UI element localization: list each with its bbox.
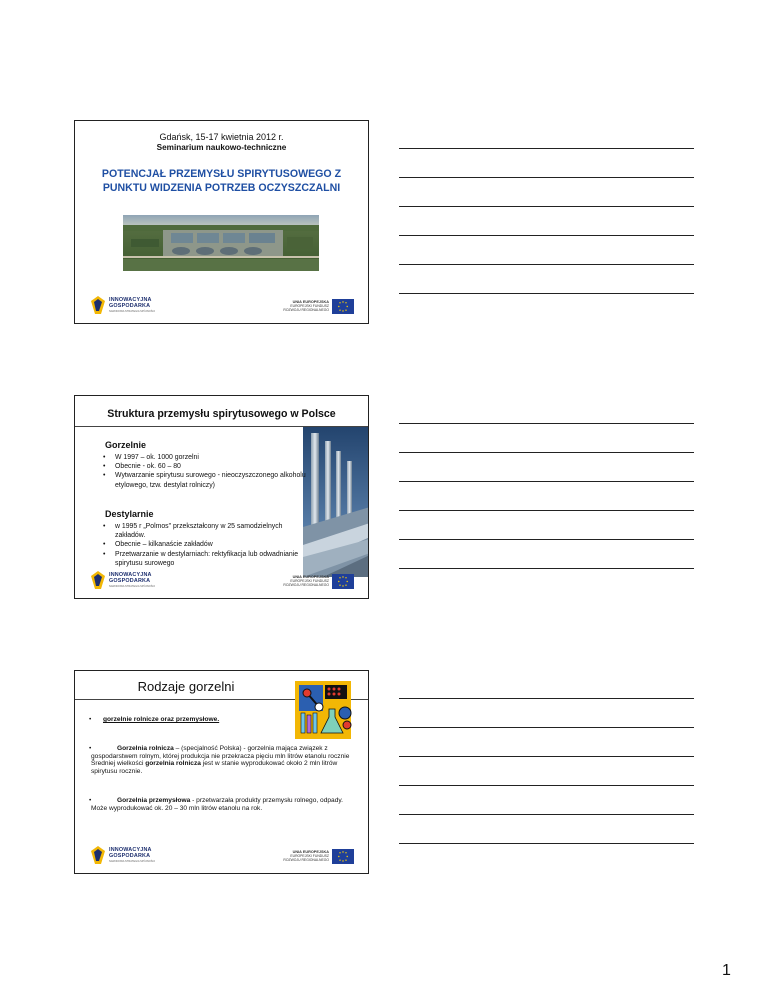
list-item: • Obecnie – kilkanaście zakładów — [103, 541, 213, 549]
footer-right-line3: ROZWOJU REGIONALNEGO — [283, 858, 329, 863]
destylarnie-list — [103, 522, 303, 568]
slide-footer — [75, 293, 368, 323]
footer-right-line2: EUROPEJSKI FUNDUSZ — [290, 854, 329, 859]
list-item: • Obecnie - ok. 60 – 80 — [103, 463, 181, 471]
note-line — [399, 698, 694, 699]
innowacyjna-gospodarka-logo — [91, 295, 181, 317]
note-line — [399, 510, 694, 511]
note-line — [399, 539, 694, 540]
page-number: 1 — [722, 962, 731, 979]
footer-left-line2: GOSPODARKA — [109, 578, 151, 584]
eu-flag-icon — [332, 299, 354, 314]
laboratory-clipart — [289, 673, 359, 745]
slide-3 — [74, 670, 369, 874]
list-item: • w 1995 r „Polmos" przekształcony w 25 samodzielnych zakładów. — [103, 523, 283, 540]
footer-left-line1: INNOWACYJNA — [109, 297, 152, 303]
slide-1 — [74, 120, 369, 324]
section-heading-gorzelnie: Gorzelnie — [105, 440, 147, 450]
footer-right-line1: UNIA EUROPEJSKA — [292, 850, 329, 854]
bullet-3: • Gorzelnia przemysłowa - przetwarzała produkty przemysłu rolnego, odpady. Może wyprodukować ok. 20 – 30 mln litrów etanolu na rok. — [89, 797, 344, 812]
list-item: • Przetwarzanie w destylarniach: rektyfikacja lub odwadnianie spirytusu surowego — [103, 550, 299, 567]
bullet-2: • Gorzelnia rolnicza – (specjalność Polska) - gorzelnia mająca związek z gospodarstwem rolnym, której produkcja nie przekracza pięciu mln litrów etanolu rocznie Średniej wielkości gorzelnia rolnicza jest w stanie wyprodukować około 2 mln litrów spirytusu rocznie. — [89, 745, 350, 775]
slide-1-date: Gdańsk, 15-17 kwietnia 2012 r. — [159, 132, 284, 142]
note-line — [399, 206, 694, 207]
footer-right-line3: ROZWOJU REGIONALNEGO — [283, 308, 329, 313]
eu-flag-icon — [332, 849, 354, 864]
innowacyjna-gospodarka-logo — [91, 845, 181, 867]
eu-logo — [276, 847, 354, 867]
bullet-3-text: - przetwarzała produkty przemysłu rolnego, odpady. Może wyprodukować ok. 20 – 30 mln litrów etanolu na rok. — [91, 797, 344, 812]
footer-left-line3: NARODOWA STRATEGIA SPÓJNOŚCI — [109, 310, 156, 313]
slide-footer — [75, 568, 368, 598]
bullet-3-bold: Gorzelnia przemysłowa — [117, 797, 191, 804]
ig-logo-icon — [91, 296, 105, 314]
footer-left-line1: INNOWACYJNA — [109, 847, 152, 853]
note-line — [399, 756, 694, 757]
note-line — [399, 843, 694, 844]
footer-right-line3: ROZWOJU REGIONALNEGO — [283, 583, 329, 588]
bullet-1-text: gorzelnie rolnicze oraz przemysłowe. — [103, 716, 220, 723]
note-line — [399, 235, 694, 236]
note-line — [399, 452, 694, 453]
footer-right-line1: UNIA EUROPEJSKA — [292, 575, 329, 579]
slide-2-title: Struktura przemysłu spirytusowego w Polsce — [107, 408, 336, 420]
eu-logo — [276, 572, 354, 592]
bullet-2-text: – (specjalność Polska) - gorzelnia mająca związek z gospodarstwem rolnym, której produkcja nie przekracza pięciu mln litrów etanolu rocznie — [91, 745, 350, 760]
footer-right-line2: EUROPEJSKI FUNDUSZ — [290, 579, 329, 584]
bullet-2-line2-pre: Średniej wielkości — [91, 760, 146, 768]
note-line — [399, 727, 694, 728]
note-line — [399, 814, 694, 815]
footer-left-line2: GOSPODARKA — [109, 853, 151, 859]
footer-right-line2: EUROPEJSKI FUNDUSZ — [290, 304, 329, 309]
bullet-2-line2-bold: gorzelnia rolnicza — [145, 760, 201, 768]
bullet-1: • gorzelnie rolnicze oraz przemysłowe. — [89, 716, 354, 724]
wastewater-plant-photo — [123, 215, 319, 271]
bullet-2-line2-post: jest w stanie wyprodukować około 2 mln litrów spirytusu rocznie. — [91, 760, 338, 775]
note-line — [399, 568, 694, 569]
note-line — [399, 481, 694, 482]
footer-right-line1: UNIA EUROPEJSKA — [292, 300, 329, 304]
slide-3-title: Rodzaje gorzelni — [137, 679, 235, 694]
ig-logo-icon — [91, 571, 105, 589]
eu-logo — [276, 297, 354, 317]
slide-1-title: POTENCJAŁ PRZEMYSŁU SPIRYTUSOWEGO Z PUNKTU WIDZENIA POTRZEB OCZYSZCZALNI — [101, 168, 342, 194]
slide-1-subtitle: Seminarium naukowo-techniczne — [156, 143, 287, 152]
list-item: • W 1997 – ok. 1000 gorzelni — [103, 454, 199, 461]
footer-left-line3: NARODOWA STRATEGIA SPÓJNOŚCI — [109, 860, 156, 863]
distillery-pipes-photo — [303, 427, 369, 577]
innowacyjna-gospodarka-logo — [91, 570, 181, 592]
footer-left-line3: NARODOWA STRATEGIA SPÓJNOŚCI — [109, 585, 156, 588]
list-item: • Wytwarzanie spirytusu surowego - nieoczyszczonego alkoholu etylowego, tzw. destylat rolniczy) — [103, 472, 306, 489]
section-heading-destylarnie: Destylarnie — [105, 509, 154, 519]
bullet-2-bold: Gorzelnia rolnicza — [117, 745, 174, 752]
gorzelnie-list — [103, 453, 323, 490]
note-line — [399, 148, 694, 149]
eu-flag-icon — [332, 574, 354, 589]
footer-left-line1: INNOWACYJNA — [109, 572, 152, 578]
note-line — [399, 785, 694, 786]
footer-left-line2: GOSPODARKA — [109, 303, 151, 309]
note-line — [399, 177, 694, 178]
note-line — [399, 293, 694, 294]
slide-2 — [74, 395, 369, 599]
note-line — [399, 423, 694, 424]
note-line — [399, 264, 694, 265]
ig-logo-icon — [91, 846, 105, 864]
slide-footer — [75, 843, 368, 873]
